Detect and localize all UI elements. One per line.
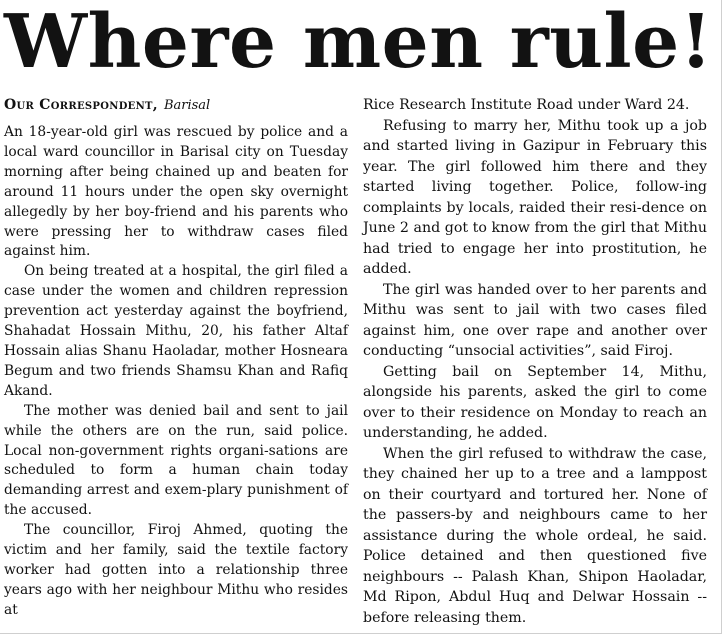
paragraph: On being treated at a hospital, the girl filed a case under the women and children repression prevention act yesterday against the boyfriend, Shahadat Hossain Mithu, 20, his father Altaf Hossain alias Shanu Haoladar, mother Hosneara Begum and two friends Shamsu Khan and Rafiq Akand. [4, 263, 348, 399]
paragraph: The councillor, Firoj Ahmed, quoting the victim and her family, said the textile factory worker had gotten into a relationship three years ago with her neighbour Mithu who resides at [4, 522, 348, 618]
left-column-body [4, 123, 348, 621]
paragraph: When the girl refused to withdraw the case, they chained her up to a tree and a lamppost on their courtyard and tortured her. None of the passers-by and neighbours came to her assistance during the whole ordeal, he said. Police detained and then questioned five neighbours -- Palash Khan, Shipon Haoladar, Md Ripon, Abdul Huq and Delwar Hossain -- before releasing them. [363, 445, 707, 626]
byline-author: Our Correspondent, [4, 97, 158, 113]
byline-place: Barisal [163, 98, 211, 113]
paragraph: Getting bail on September 14, Mithu, alongside his parents, asked the girl to come over to their residence on Monday to reach an understanding, he added. [363, 363, 707, 441]
right-column-body [363, 95, 707, 628]
byline [4, 95, 210, 116]
paragraph: An 18-year-old girl was rescued by police and a local ward councillor in Barisal city on Tuesday morning after being chained up and beaten for around 11 hours under the open sky overnight allegedly by her boy-friend and his parents who were pressing her to withdraw cases filed against him. [4, 124, 348, 260]
paragraph: Refusing to marry her, Mithu took up a job and started living in Gazipur in February this year. The girl followed him there and they started living together. Police, follow-ing complaints by locals, raided their resi-dence on June 2 and got to know from the girl that Mithu had tried to engage her into prostitution, he added. [363, 117, 707, 277]
paragraph: The girl was handed over to her parents and Mithu was sent to jail with two cases filed against him, one over rape and another over conducting “unsocial activities”, said Firoj. [363, 281, 707, 359]
headline: Where men rule! [4, 0, 713, 85]
paragraph: The mother was denied bail and sent to jail while the others are on the run, said police. Local non-government rights organi-sations are scheduled to form a human chain today demanding arrest and exem-plary punishment of the accused. [4, 402, 348, 519]
paragraph-continued: Rice Research Institute Road under Ward 24. [363, 97, 690, 113]
